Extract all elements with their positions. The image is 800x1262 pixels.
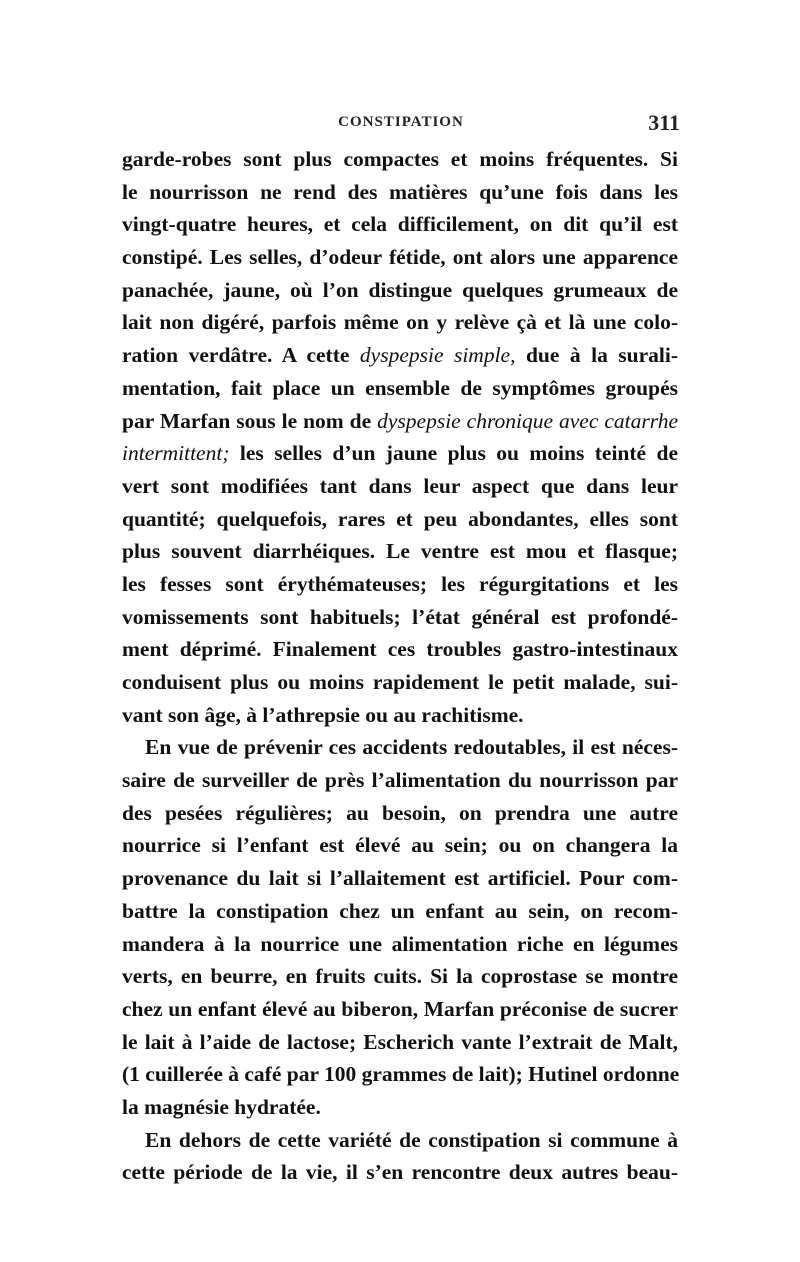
text-run: par Marfan sous le nom de [122, 408, 378, 433]
text-line [122, 699, 678, 732]
text-line [122, 372, 678, 405]
text-line [122, 274, 678, 307]
italic-text: dyspepsie chronique avec catarrhe [377, 408, 679, 433]
text-run: ment déprimé. Finalement ces troubles gastro-intestinaux [122, 637, 678, 662]
text-run: En vue de prévenir ces accidents redoutables, il est néces- [145, 735, 678, 760]
text-run: (1 cuillerée à café par 100 grammes de lait); Hutinel ordonne [122, 1062, 680, 1087]
text-run: provenance du lait si l’allaitement est artificiel. Pour com- [122, 866, 678, 891]
text-line [122, 764, 678, 797]
text-line [122, 1156, 678, 1189]
text-line [122, 1124, 678, 1157]
italic-text: dyspepsie simple, [359, 343, 516, 368]
text-run: conduisent plus ou moins rapidement le petit malade, sui- [122, 670, 678, 694]
text-line [122, 535, 678, 568]
text-line [122, 1058, 678, 1091]
text-run: plus souvent diarrhéiques. Le ventre est mou et flasque; [122, 539, 678, 564]
text-run: vant son âge, à l’athrepsie ou au rachitisme. [122, 702, 524, 727]
text-line [122, 306, 678, 339]
text-line [122, 993, 678, 1026]
text-line [122, 633, 678, 666]
text-line [122, 208, 678, 241]
text-line [122, 960, 678, 993]
text-line [122, 731, 678, 764]
text-run: cette période de la vie, il s’en rencontre deux autres beau- [122, 1160, 678, 1185]
text-run: battre la constipation chez un enfant au sein, on recom- [122, 898, 678, 923]
text-run: ration verdâtre. A cette [122, 343, 360, 368]
text-line [122, 176, 678, 209]
text-line [122, 928, 678, 961]
text-run: mentation, fait place un ensemble de symptômes groupés [122, 375, 678, 400]
text-line [122, 666, 678, 699]
text-run: des pesées régulières; au besoin, on prendra une autre [122, 800, 678, 825]
text-line [122, 1026, 678, 1059]
text-line [122, 568, 678, 601]
text-run: vomissements sont habituels; l’état général est profondé- [122, 604, 678, 629]
text-run: saire de surveiller de près l’alimentation du nourrisson par [122, 768, 678, 793]
text-line [122, 437, 678, 470]
page-number: 311 [648, 110, 680, 135]
text-run: nourrice si l’enfant est élevé au sein; ou on changera la [122, 833, 678, 858]
text-line [122, 143, 678, 176]
text-line [122, 405, 678, 438]
text-run: vingt-quatre heures, et cela difficilement, on dit qu’il est [122, 212, 678, 237]
text-run: verts, en beurre, en fruits cuits. Si la coprostase se montre [122, 964, 678, 989]
text-run: le nourrisson ne rend des matières qu’une fois dans les [122, 179, 678, 204]
running-head [122, 110, 680, 136]
body-text [122, 143, 678, 1189]
text-line [122, 339, 678, 372]
text-line [122, 829, 678, 862]
running-title: CONSTIPATION [338, 114, 464, 130]
text-run: la magnésie hydratée. [122, 1094, 321, 1119]
italic-text: intermittent; [122, 441, 230, 466]
text-run: panachée, jaune, où l’on distingue quelques grumeaux de [122, 277, 678, 302]
text-line [122, 470, 678, 503]
text-run: les selles d’un jaune plus ou moins teinté de [229, 441, 678, 466]
text-run: vert sont modifiées tant dans leur aspect que dans leur [122, 473, 678, 498]
text-run: garde-robes sont plus compactes et moins fréquentes. Si [122, 147, 678, 171]
text-run: constipé. Les selles, d’odeur fétide, ont alors une apparence [122, 245, 678, 270]
text-run: chez un enfant élevé au biberon, Marfan préconise de sucrer [122, 996, 678, 1021]
text-line [122, 601, 678, 634]
text-line [122, 797, 678, 830]
text-line [122, 1091, 678, 1124]
text-run: due à la surali- [515, 343, 679, 368]
text-run: quantité; quelquefois, rares et peu abondantes, elles sont [122, 506, 678, 531]
text-line [122, 862, 678, 895]
text-run: En dehors de cette variété de constipation si commune à [145, 1127, 678, 1152]
text-run: lait non digéré, parfois même on y relève çà et là une colo- [122, 310, 678, 335]
text-run: mandera à la nourrice une alimentation riche en légumes [122, 931, 678, 956]
text-line [122, 895, 678, 928]
text-run: les fesses sont érythémateuses; les régurgitations et les [122, 571, 678, 596]
text-run: le lait à l’aide de lactose; Escherich vante l’extrait de Malt, [122, 1029, 678, 1054]
text-line [122, 241, 678, 274]
text-line [122, 503, 678, 536]
